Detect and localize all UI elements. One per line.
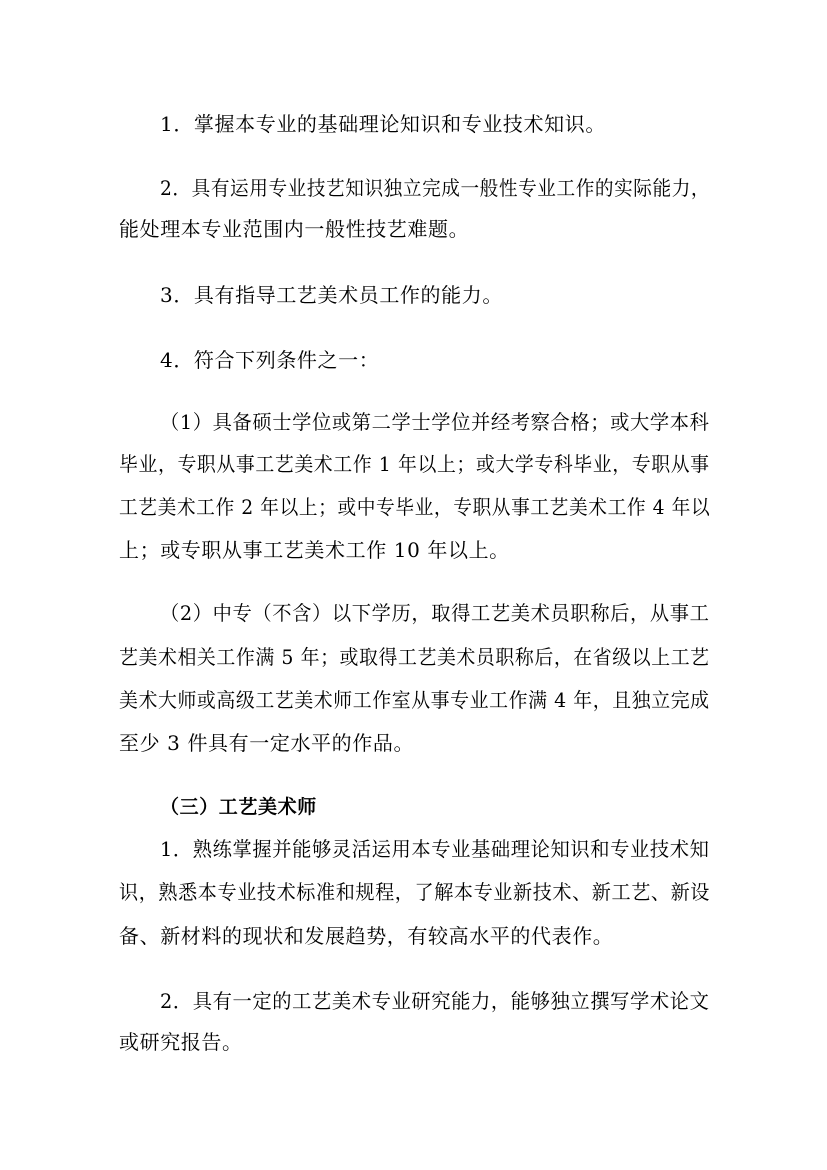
section-heading: （三）工艺美术师 xyxy=(160,796,317,818)
paragraph-5-line-3: 工艺美术工作 2 年以上；或中专毕业，专职从事工艺美术工作 4 年以 xyxy=(119,495,711,519)
paragraph-8-line-1: 2．具有一定的工艺美术专业研究能力，能够独立撰写学术论文 xyxy=(160,989,710,1013)
paragraph-7-line-1: 1．熟练掌握并能够灵活运用本专业基础理论知识和专业技术知 xyxy=(160,837,710,861)
paragraph-7-line-3: 备、新材料的现状和发展趋势，有较高水平的代表作。 xyxy=(119,924,614,948)
paragraph-6-line-4: 至少 3 件具有一定水平的作品。 xyxy=(119,731,415,755)
paragraph-1-line-1: 1．掌握本专业的基础理论知识和专业技术知识。 xyxy=(160,112,606,136)
paragraph-5-line-2: 毕业，专职从事工艺美术工作 1 年以上；或大学专科毕业，专职从事 xyxy=(119,452,710,476)
paragraph-3-line-1: 3．具有指导工艺美术员工作的能力。 xyxy=(160,283,503,307)
paragraph-6-line-3: 美术大师或高级工艺美术师工作室从事专业工作满 4 年，且独立完成 xyxy=(119,688,710,712)
paragraph-2-line-2: 能处理本专业范围内一般性技艺难题。 xyxy=(119,217,470,241)
paragraph-2-line-1: 2．具有运用专业技艺知识独立完成一般性专业工作的实际能力， xyxy=(160,176,711,200)
paragraph-7-line-2: 识，熟悉本专业技术标准和规程，了解本专业新技术、新工艺、新设 xyxy=(119,880,710,904)
paragraph-5-line-4: 上；或专职从事工艺美术工作 10 年以上。 xyxy=(119,538,510,562)
paragraph-4-line-1: 4．符合下列条件之一： xyxy=(160,348,380,372)
paragraph-6-line-1: （2）中专（不含）以下学历，取得工艺美术员职称后，从事工 xyxy=(160,601,710,625)
paragraph-8-line-2: 或研究报告。 xyxy=(119,1030,243,1054)
paragraph-6-line-2: 艺美术相关工作满 5 年；或取得工艺美术员职称后，在省级以上工艺 xyxy=(119,645,710,669)
paragraph-5-line-1: （1）具备硕士学位或第二学士学位并经考察合格；或大学本科 xyxy=(160,410,710,434)
